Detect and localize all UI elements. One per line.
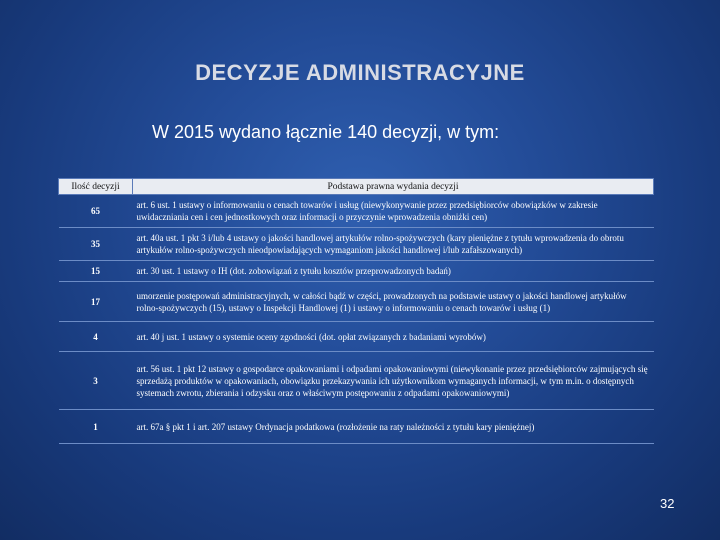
- decision-count: 4: [59, 322, 133, 352]
- table-row: [59, 410, 654, 444]
- legal-basis: art. 40 j ust. 1 ustawy o systemie oceny zgodności (dot. opłat związanych z badaniami wyrobów): [133, 322, 654, 352]
- header-basis: Podstawa prawna wydania decyzji: [133, 179, 654, 195]
- table-row: [59, 322, 654, 352]
- header-count: Ilość decyzji: [59, 179, 133, 195]
- legal-basis: umorzenie postępowań administracyjnych, w całości bądź w części, prowadzonych na podstawie ustawy o jakości handlowej artykułów rolno-spożywczych (15), ustawy o Inspekcji Handlowej (1) i ustawy o informowaniu o cenach towarów i usług (1): [133, 282, 654, 322]
- legal-basis: art. 40a ust. 1 pkt 3 i/lub 4 ustawy o jakości handlowej artykułów rolno-spożywczych (kary pieniężne z tytułu wprowadzenia do obrotu artykułów rolno-spożywczych nieodpowiadających wymaganiom jakości handlowej i/lub zafałszowanych): [133, 228, 654, 261]
- legal-basis: art. 56 ust. 1 pkt 12 ustawy o gospodarce opakowaniami i odpadami opakowaniowymi (niewykonanie przez przedsiębiorców zajmujących się sprzedażą produktów w opakowaniach, obowiązku przekazywania ich użytkownikom wymaganych informacji, w tym m.in. o dostępnych systemach zwrotu, zbierania i odzysku oraz o właściwym postępowaniu z odpadami opakowaniowymi): [133, 352, 654, 410]
- legal-basis: art. 6 ust. 1 ustawy o informowaniu o cenach towarów i usług (niewykonywanie przez przedsiębiorców obowiązków w zakresie uwidaczniania cen i cen jednostkowych oraz informacji o przyczynie wprowadzenia obniżki cen): [133, 195, 654, 228]
- table-header-row: [59, 179, 654, 195]
- decision-count: 65: [59, 195, 133, 228]
- table-row: [59, 228, 654, 261]
- table-row: [59, 261, 654, 282]
- table-row: [59, 282, 654, 322]
- table-row: [59, 195, 654, 228]
- decision-count: 17: [59, 282, 133, 322]
- legal-basis: art. 30 ust. 1 ustawy o IH (dot. zobowiązań z tytułu kosztów przeprowadzonych badań): [133, 261, 654, 282]
- slide-subtitle: W 2015 wydano łącznie 140 decyzji, w tym:: [152, 122, 500, 142]
- decision-count: 35: [59, 228, 133, 261]
- slide-title: DECYZJE ADMINISTRACYJNE: [195, 60, 525, 85]
- decisions-table: [58, 178, 654, 444]
- decision-count: 15: [59, 261, 133, 282]
- decision-count: 1: [59, 410, 133, 444]
- table-row: [59, 352, 654, 410]
- decision-count: 3: [59, 352, 133, 410]
- page-number: 32: [660, 496, 675, 511]
- legal-basis: art. 67a § pkt 1 i art. 207 ustawy Ordynacja podatkowa (rozłożenie na raty należności z tytułu kary pieniężnej): [133, 410, 654, 444]
